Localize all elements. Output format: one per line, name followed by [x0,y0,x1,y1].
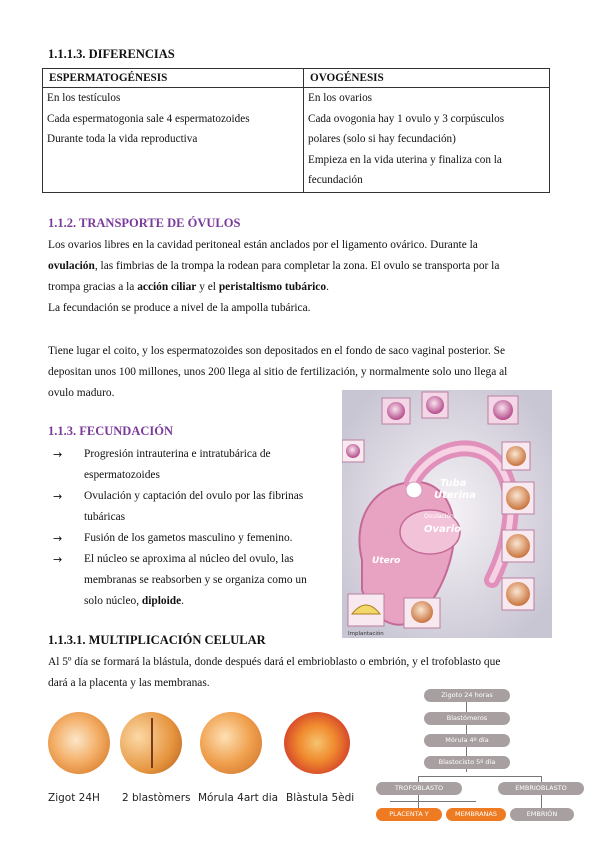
flow-membranas: MEMBRANAS [446,808,506,821]
fertilization-illustration [342,390,552,638]
text-line: Al 5º día se formará la blástula, donde después dará el embrioblasto o embrión, y el trofoblasto que [48,656,501,668]
stage-cell [506,446,526,466]
text-span: . [326,281,329,293]
flow-placenta: PLACENTA Y CORDÓN [376,808,442,821]
label-ovario: Ovario [424,524,461,535]
flow-morula: Mórula 4º día [424,734,510,747]
paragraph-transporte [48,235,568,319]
label-tuba: Tuba [440,478,467,489]
arrow-icon: → [53,448,63,461]
comparison-table [42,68,550,193]
zygote-image [48,712,110,774]
fecundacion-list [48,444,338,612]
list-item [48,549,338,612]
list-item [48,444,338,486]
header-espermatogenesis: ESPERMATOGÉNESIS [43,69,304,88]
list-line: Ovulación y captación del ovulo por las fibrinas [84,490,304,502]
stage-cell [411,601,433,623]
list-line: Progresión intrauterina e intratubárica de [84,448,271,460]
arrow-icon: → [53,532,63,545]
stage-cell [493,400,513,420]
blastula-image [284,712,350,774]
text-span: y el [196,281,219,293]
text-span: trompa gracias a la [48,281,138,293]
bold-peristaltismo: peristaltismo tubárico [218,281,327,293]
arrow-icon: → [53,490,63,503]
caption-blastomers: 2 blastòmers [122,792,191,804]
caption-blastula: Blàstula 5èdi [286,792,355,804]
list-item [48,486,338,528]
cell-line: fecundación [308,174,363,186]
flow-blastocisto: Blastocisto 5º día [424,756,510,769]
label-utero: Utero [372,556,401,566]
cell-line: Empieza en la vida uterina y finaliza con la [308,153,502,166]
flow-embrion: EMBRIÓN [510,808,574,821]
cell-line: Cada ovogonia hay 1 ovulo y 3 corpúsculos [308,112,505,125]
label-ovulacion: Ovulación [424,513,454,520]
heading-multiplicacion: 1.1.3.1. MULTIPLICACIÓN CELULAR [48,633,266,647]
heading-fecundacion: 1.1.3. FECUNDACIÓN [48,424,173,438]
text-line: La fecundación se produce a nivel de la ampolla tubárica. [48,302,311,314]
cell-line: polares (solo si hay fecundación) [308,133,456,145]
two-blastomeres-image [120,712,182,774]
list-line: El núcleo se aproxima al núcleo del ovulo, las [84,553,294,565]
text-line: Los ovarios libres en la cavidad peritoneal están anclados por el ligamento ovárico. Durante la [48,239,478,251]
stage-cell [346,444,360,458]
list-line: Fusión de los gametos masculino y femenino. [84,532,293,544]
bold-accion-ciliar: acción ciliar [137,281,197,293]
stage-cell [387,402,405,420]
stage-cell [506,486,530,510]
stage-cell [506,534,530,558]
text-line [48,277,568,298]
text-line [48,256,568,277]
text-line: ovulo maduro. [48,387,115,399]
list-line [84,591,338,612]
label-uterina: Uterina [434,490,476,501]
heading-diferencias: 1.1.1.3. DIFERENCIAS [48,47,175,61]
connector-line [541,794,542,808]
text-span: . [181,595,185,607]
flow-trofoblasto: TROFOBLASTO [376,782,462,795]
stage-cell [506,582,530,606]
text-span: , las fimbrias de la trompa la rodean para completar la zona. El ovulo se transporta por la [94,260,500,272]
cell-line: Cada espermatogonia sale 4 espermatozoides [47,112,250,125]
text-line: Tiene lugar el coito, y los espermatozoides son depositados en el fondo de saco vaginal posterior. Se [48,345,506,357]
text-span: solo núcleo, [84,595,142,607]
flow-blastomeros: Blastómeros [424,712,510,725]
stage-cell [426,396,444,414]
cell-espermatogenesis [43,88,304,193]
cell-line: Durante toda la vida reproductiva [47,133,198,145]
ovule-cell [406,482,422,498]
bold-diploide: diploide [141,595,182,607]
connector-line [390,801,476,802]
caption-morula: Mórula 4art dia [198,792,279,804]
list-line: tubáricas [84,511,126,523]
list-item [48,528,338,549]
arrow-icon: → [53,553,63,566]
cell-line: En los testículos [47,92,121,104]
list-line: membranas se reabsorben y se organiza como un [84,574,307,586]
list-line: espermatozoides [84,469,160,481]
cleavage-line [151,718,153,768]
heading-transporte: 1.1.2. TRANSPORTE DE ÓVULOS [48,216,241,230]
paragraph-multiplicacion [48,652,568,694]
text-line: depositan unos 100 millones, unos 200 llega al sitio de fertilización, y normalmente solo uno llega al [48,366,508,378]
connector-line [418,776,542,777]
label-implantacion: Implantación [348,631,384,637]
illustration-svg [342,390,552,638]
cell-line: En los ovarios [308,92,373,104]
flow-zigoto: Zigoto 24 horas [424,689,510,702]
text-line: dará a la placenta y las membranas. [48,677,210,689]
caption-zigot: Zigot 24H [48,792,100,804]
flow-embrioblasto: EMBRIOBLASTO [498,782,584,795]
bold-ovulacion: ovulación [48,260,95,272]
cell-ovogenesis [304,88,550,193]
header-ovogenesis: OVOGÉNESIS [304,69,550,88]
morula-image [200,712,262,774]
